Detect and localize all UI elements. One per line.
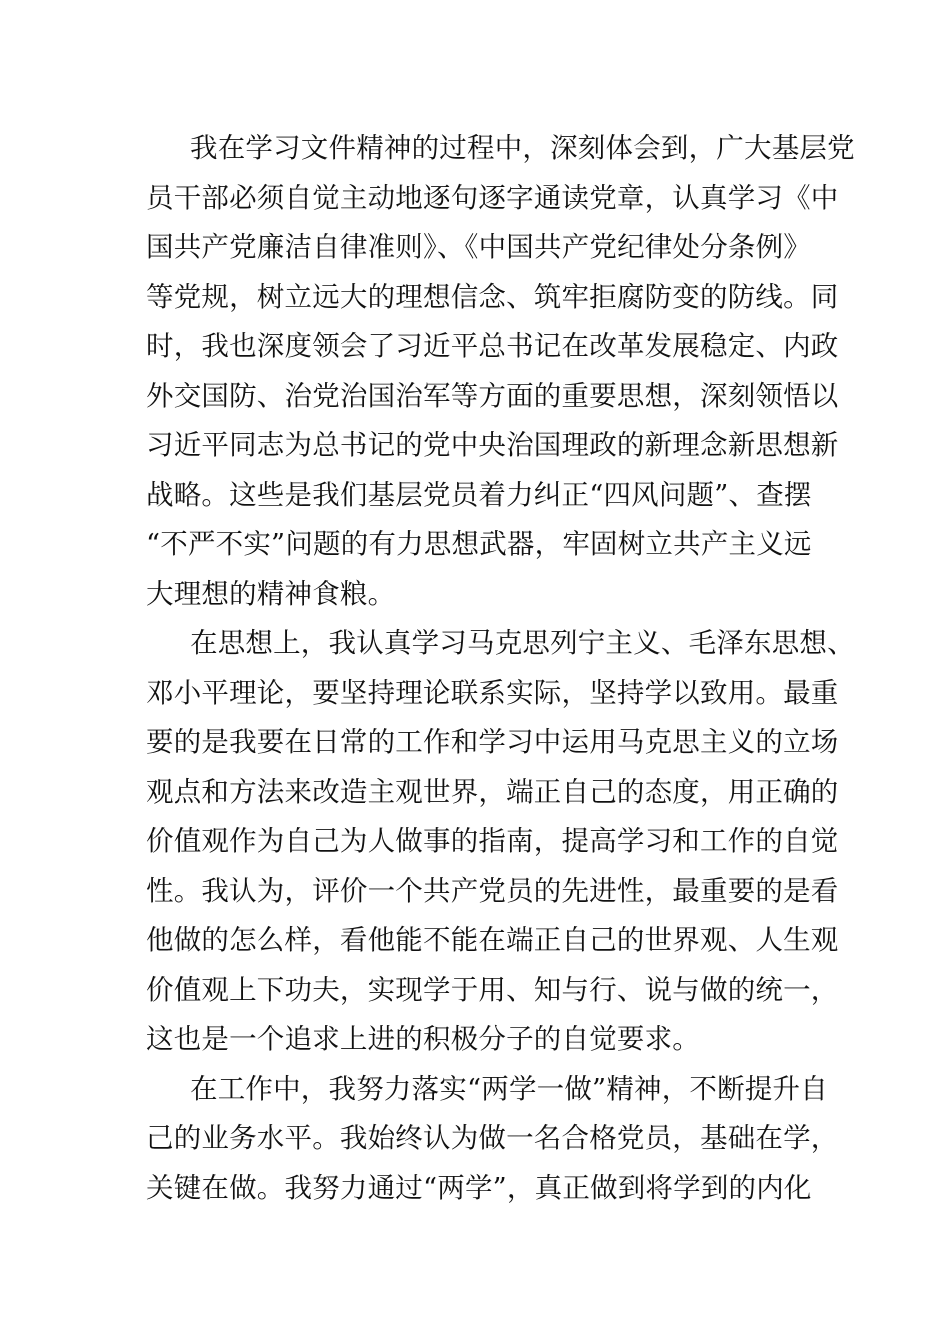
paragraph-1-line-8: 战略。这些是我们基层党员着力纠正“四风问题”、查摆 xyxy=(146,478,812,511)
paragraph-2-line-2: 邓小平理论，要坚持理论联系实际，坚持学以致用。最重 xyxy=(146,676,839,709)
paragraph-2-line-4: 观点和方法来改造主观世界，端正自己的态度，用正确的 xyxy=(146,775,839,808)
paragraph-2-line-6: 性。我认为，评价一个共产党员的先进性，最重要的是看 xyxy=(146,874,839,907)
paragraph-3 xyxy=(146,1065,839,1214)
paragraph-2-line-5: 价值观作为自己为人做事的指南，提高学习和工作的自觉 xyxy=(146,825,839,857)
paragraph-3-line-3: 关键在做。我努力通过“两学”，真正做到将学到的内化 xyxy=(146,1171,812,1204)
paragraph-2 xyxy=(146,619,855,1065)
paragraph-3-line-1: 在工作中，我努力落实“两学一做”精神，不断提升自 xyxy=(190,1072,828,1105)
paragraph-1-line-1: 我在学习文件精神的过程中，深刻体会到，广大基层党 xyxy=(190,132,855,164)
paragraph-1-line-3: 国共产党廉洁自律准则》、《中国共产党纪律处分条例》 xyxy=(146,231,811,263)
document-body xyxy=(146,124,855,1213)
paragraph-3-line-2: 己的业务水平。我始终认为做一名合格党员，基础在学， xyxy=(146,1122,839,1154)
paragraph-2-line-7: 他做的怎么样，看他能不能在端正自己的世界观、人生观 xyxy=(146,924,839,956)
paragraph-1-line-10: 大理想的精神食粮。 xyxy=(146,577,396,610)
paragraph-1 xyxy=(146,124,855,619)
paragraph-1-line-2: 员干部必须自觉主动地逐句逐字通读党章，认真学习《中 xyxy=(146,181,839,214)
paragraph-1-line-9: “不严不实”问题的有力思想武器，牢固树立共产主义远 xyxy=(146,528,812,560)
paragraph-1-line-6: 外交国防、治党治国治军等方面的重要思想，深刻领悟以 xyxy=(146,379,839,412)
paragraph-2-line-1: 在思想上，我认真学习马克思列宁主义、毛泽东思想、 xyxy=(190,627,855,659)
paragraph-1-line-5: 时，我也深度领会了习近平总书记在改革发展稳定、内政 xyxy=(146,330,839,362)
paragraph-2-line-9: 这也是一个追求上进的积极分子的自觉要求。 xyxy=(146,1023,700,1055)
paragraph-1-line-4: 等党规，树立远大的理想信念、筑牢拒腐防变的防线。同 xyxy=(146,280,839,313)
paragraph-2-line-8: 价值观上下功夫，实现学于用、知与行、说与做的统一， xyxy=(146,973,839,1006)
paragraph-1-line-7: 习近平同志为总书记的党中央治国理政的新理念新思想新 xyxy=(146,429,839,461)
paragraph-2-line-3: 要的是我要在日常的工作和学习中运用马克思主义的立场 xyxy=(146,726,839,758)
